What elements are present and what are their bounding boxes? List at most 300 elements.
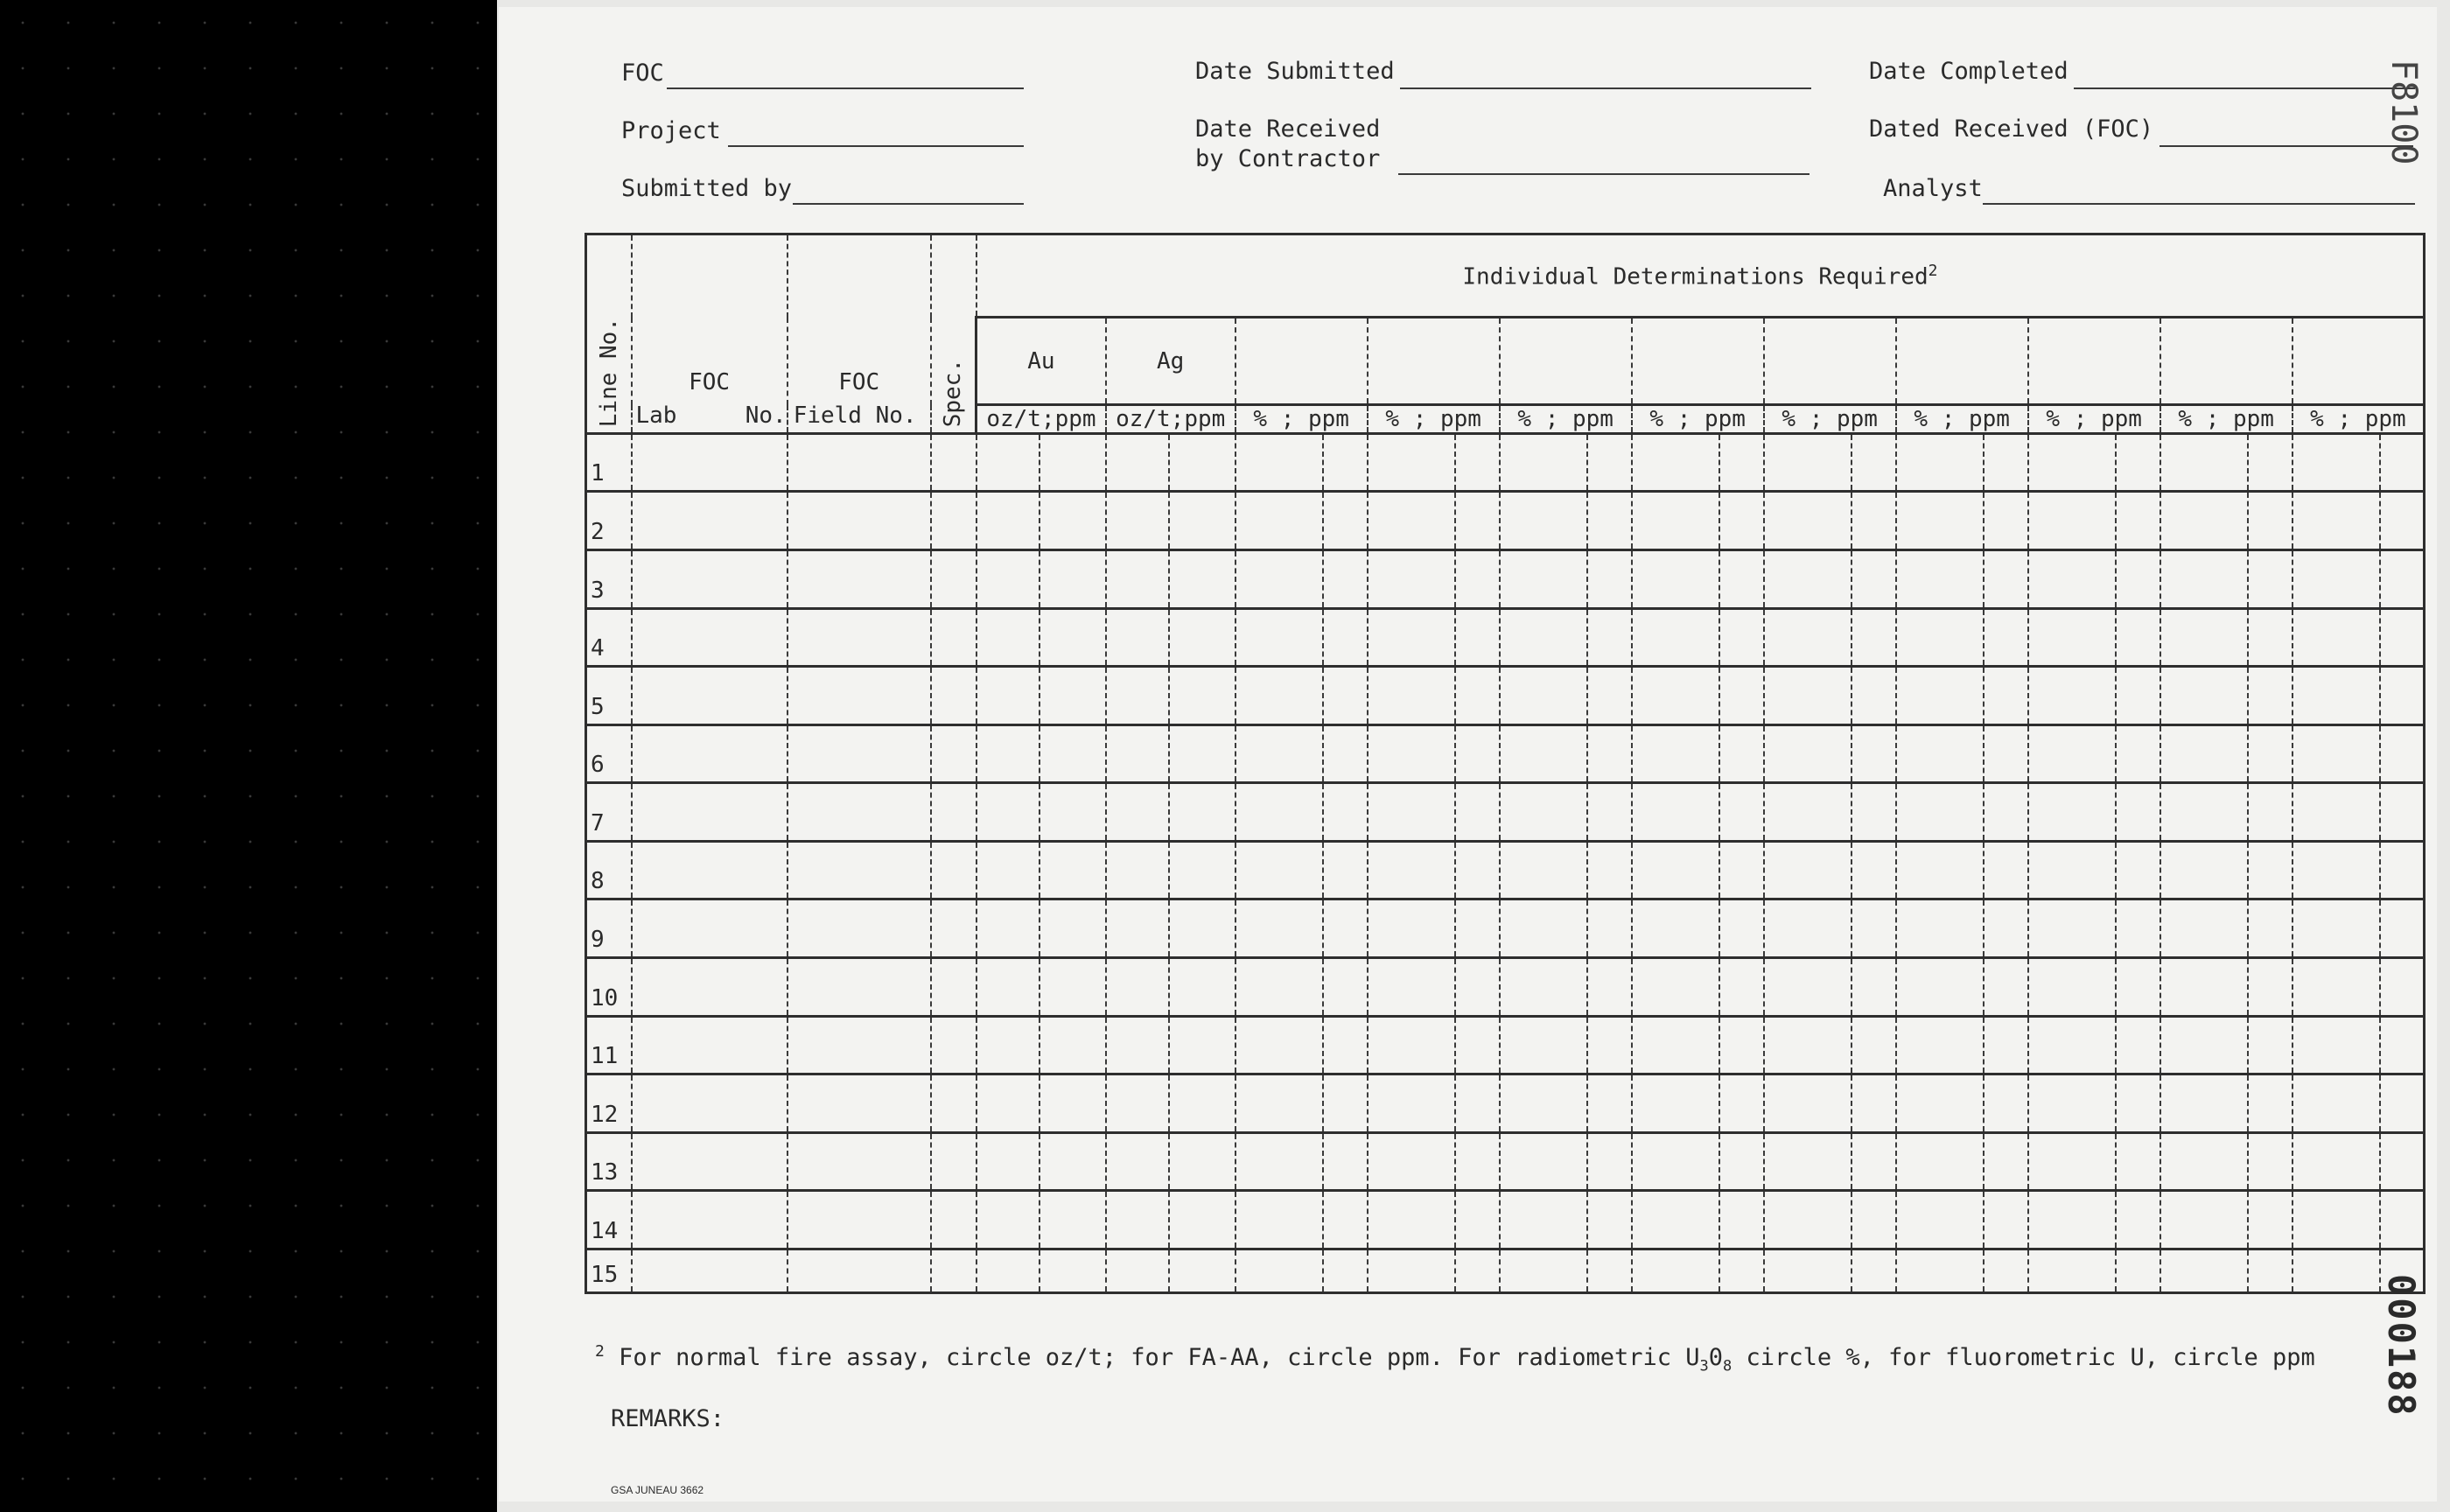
foc-lab-no-cell[interactable]	[632, 434, 788, 492]
determination-cell[interactable]	[1455, 783, 1500, 842]
determination-cell[interactable]	[1169, 783, 1236, 842]
determination-cell[interactable]	[1455, 609, 1500, 667]
determination-cell[interactable]	[2028, 667, 2116, 725]
determination-cell[interactable]	[1040, 550, 1106, 609]
determination-cell[interactable]	[1106, 1133, 1169, 1191]
determination-cell[interactable]	[1040, 1133, 1106, 1191]
determination-cell[interactable]	[1719, 434, 1764, 492]
determination-cell[interactable]	[1236, 783, 1323, 842]
determination-cell[interactable]	[2028, 1250, 2116, 1293]
foc-lab-no-cell[interactable]	[632, 958, 788, 1017]
determination-cell[interactable]	[2292, 1250, 2380, 1293]
foc-field-no-cell[interactable]	[788, 492, 931, 550]
determination-cell[interactable]	[976, 550, 1040, 609]
foc-field-no-cell[interactable]	[788, 434, 931, 492]
determination-cell[interactable]	[1236, 667, 1323, 725]
determination-cell[interactable]	[2116, 1074, 2160, 1133]
determination-cell[interactable]	[1852, 1191, 1896, 1250]
determination-cell[interactable]	[1323, 1133, 1368, 1191]
determination-cell[interactable]	[2248, 900, 2292, 958]
determination-cell[interactable]	[1236, 1133, 1323, 1191]
determination-cell[interactable]	[976, 609, 1040, 667]
determination-cell[interactable]	[1169, 492, 1236, 550]
determination-cell[interactable]	[1368, 1191, 1455, 1250]
determination-cell[interactable]	[1323, 725, 1368, 783]
determination-cell[interactable]	[2028, 1191, 2116, 1250]
determination-cell[interactable]	[2380, 667, 2425, 725]
determination-cell[interactable]	[1500, 609, 1587, 667]
determination-cell[interactable]	[1896, 783, 1984, 842]
determination-cell[interactable]	[1587, 725, 1632, 783]
determination-cell[interactable]	[1455, 434, 1500, 492]
determination-cell[interactable]	[1455, 842, 1500, 900]
spec-cell[interactable]	[931, 1074, 976, 1133]
determination-cell[interactable]	[2248, 1133, 2292, 1191]
determination-cell[interactable]	[1500, 725, 1587, 783]
determination-cell[interactable]	[1323, 1074, 1368, 1133]
determination-cell[interactable]	[2380, 550, 2425, 609]
foc-field-no-cell[interactable]	[788, 1074, 931, 1133]
foc-lab-no-cell[interactable]	[632, 667, 788, 725]
determination-cell[interactable]	[2380, 492, 2425, 550]
determination-cell[interactable]	[1852, 783, 1896, 842]
determination-cell[interactable]	[1632, 1133, 1719, 1191]
determination-cell[interactable]	[1764, 842, 1852, 900]
determination-cell[interactable]	[2292, 1074, 2380, 1133]
determination-cell[interactable]	[2116, 725, 2160, 783]
determination-cell[interactable]	[1169, 842, 1236, 900]
determination-cell[interactable]	[2116, 842, 2160, 900]
determination-cell[interactable]	[1764, 1133, 1852, 1191]
determination-cell[interactable]	[1984, 609, 2028, 667]
determination-cell[interactable]	[1719, 1074, 1764, 1133]
determination-cell[interactable]	[1587, 492, 1632, 550]
determination-cell[interactable]	[1852, 492, 1896, 550]
determination-cell[interactable]	[1455, 550, 1500, 609]
determination-cell[interactable]	[1500, 1017, 1587, 1074]
determination-cell[interactable]	[1632, 1074, 1719, 1133]
determination-cell[interactable]	[2116, 958, 2160, 1017]
spec-cell[interactable]	[931, 900, 976, 958]
foc-field-no-cell[interactable]	[788, 783, 931, 842]
determination-cell[interactable]	[1764, 550, 1852, 609]
determination-cell[interactable]	[1169, 434, 1236, 492]
determination-cell[interactable]	[2248, 725, 2292, 783]
determination-cell[interactable]	[1632, 842, 1719, 900]
foc-lab-no-cell[interactable]	[632, 1017, 788, 1074]
determination-cell[interactable]	[1587, 550, 1632, 609]
determination-cell[interactable]	[1852, 1074, 1896, 1133]
foc-lab-no-cell[interactable]	[632, 550, 788, 609]
determination-cell[interactable]	[2116, 1017, 2160, 1074]
determination-cell[interactable]	[1632, 667, 1719, 725]
spec-cell[interactable]	[931, 492, 976, 550]
determination-cell[interactable]	[976, 1017, 1040, 1074]
spec-cell[interactable]	[931, 842, 976, 900]
determination-cell[interactable]	[1106, 958, 1169, 1017]
determination-cell[interactable]	[1587, 434, 1632, 492]
determination-cell[interactable]	[1896, 1250, 1984, 1293]
determination-cell[interactable]	[1169, 550, 1236, 609]
determination-cell[interactable]	[1587, 842, 1632, 900]
foc-field-no-cell[interactable]	[788, 1133, 931, 1191]
determination-cell[interactable]	[1852, 1017, 1896, 1074]
spec-cell[interactable]	[931, 1133, 976, 1191]
determination-cell[interactable]	[2028, 783, 2116, 842]
determination-cell[interactable]	[1106, 1074, 1169, 1133]
determination-cell[interactable]	[1106, 550, 1169, 609]
determination-cell[interactable]	[2292, 1017, 2380, 1074]
determination-cell[interactable]	[2380, 1133, 2425, 1191]
determination-cell[interactable]	[1984, 842, 2028, 900]
determination-cell[interactable]	[1719, 842, 1764, 900]
determination-cell[interactable]	[1719, 667, 1764, 725]
determination-cell[interactable]	[1587, 667, 1632, 725]
determination-cell[interactable]	[2248, 667, 2292, 725]
determination-cell[interactable]	[1852, 1133, 1896, 1191]
determination-cell[interactable]	[1896, 1074, 1984, 1133]
determination-cell[interactable]	[1106, 783, 1169, 842]
determination-cell[interactable]	[2160, 1017, 2248, 1074]
determination-cell[interactable]	[1632, 783, 1719, 842]
determination-cell[interactable]	[1169, 1017, 1236, 1074]
determination-cell[interactable]	[1896, 609, 1984, 667]
determination-cell[interactable]	[976, 1074, 1040, 1133]
determination-cell[interactable]	[1455, 1133, 1500, 1191]
determination-cell[interactable]	[1455, 1074, 1500, 1133]
determination-cell[interactable]	[1764, 1191, 1852, 1250]
determination-cell[interactable]	[1455, 492, 1500, 550]
determination-cell[interactable]	[1764, 1017, 1852, 1074]
determination-cell[interactable]	[976, 1191, 1040, 1250]
determination-cell[interactable]	[2160, 667, 2248, 725]
determination-cell[interactable]	[1764, 434, 1852, 492]
determination-cell[interactable]	[1500, 958, 1587, 1017]
determination-cell[interactable]	[2160, 725, 2248, 783]
determination-cell[interactable]	[1169, 1250, 1236, 1293]
foc-lab-no-cell[interactable]	[632, 1133, 788, 1191]
foc-field-no-cell[interactable]	[788, 667, 931, 725]
determination-cell[interactable]	[2380, 900, 2425, 958]
determination-cell[interactable]	[2116, 667, 2160, 725]
determination-cell[interactable]	[1632, 550, 1719, 609]
determination-cell[interactable]	[1852, 1250, 1896, 1293]
determination-cell[interactable]	[1896, 667, 1984, 725]
foc-field-no-cell[interactable]	[788, 900, 931, 958]
determination-cell[interactable]	[2248, 1250, 2292, 1293]
spec-cell[interactable]	[931, 1250, 976, 1293]
determination-cell[interactable]	[1764, 609, 1852, 667]
spec-cell[interactable]	[931, 958, 976, 1017]
determination-cell[interactable]	[2028, 492, 2116, 550]
spec-cell[interactable]	[931, 725, 976, 783]
foc-lab-no-cell[interactable]	[632, 609, 788, 667]
foc-lab-no-cell[interactable]	[632, 725, 788, 783]
determination-cell[interactable]	[1500, 667, 1587, 725]
foc-lab-no-cell[interactable]	[632, 1250, 788, 1293]
foc-field-no-cell[interactable]	[788, 550, 931, 609]
determination-cell[interactable]	[1852, 434, 1896, 492]
determination-cell[interactable]	[1984, 958, 2028, 1017]
determination-cell[interactable]	[1852, 725, 1896, 783]
determination-cell[interactable]	[1323, 1250, 1368, 1293]
determination-cell[interactable]	[1764, 667, 1852, 725]
spec-cell[interactable]	[931, 550, 976, 609]
determination-cell[interactable]	[1323, 958, 1368, 1017]
determination-cell[interactable]	[976, 958, 1040, 1017]
determination-cell[interactable]	[1040, 1074, 1106, 1133]
determination-cell[interactable]	[1368, 1250, 1455, 1293]
determination-cell[interactable]	[1984, 667, 2028, 725]
determination-cell[interactable]	[1236, 550, 1323, 609]
determination-cell[interactable]	[1764, 492, 1852, 550]
determination-cell[interactable]	[2248, 550, 2292, 609]
determination-cell[interactable]	[1236, 958, 1323, 1017]
determination-cell[interactable]	[2160, 434, 2248, 492]
determination-cell[interactable]	[1632, 492, 1719, 550]
determination-cell[interactable]	[2160, 783, 2248, 842]
determination-cell[interactable]	[2380, 958, 2425, 1017]
determination-cell[interactable]	[2160, 900, 2248, 958]
determination-cell[interactable]	[1984, 1133, 2028, 1191]
determination-cell[interactable]	[1984, 900, 2028, 958]
determination-cell[interactable]	[1587, 1191, 1632, 1250]
determination-cell[interactable]	[1236, 609, 1323, 667]
determination-cell[interactable]	[1455, 1017, 1500, 1074]
determination-cell[interactable]	[1323, 1017, 1368, 1074]
determination-cell[interactable]	[1719, 1133, 1764, 1191]
determination-cell[interactable]	[2380, 783, 2425, 842]
determination-cell[interactable]	[1500, 550, 1587, 609]
determination-cell[interactable]	[1169, 1133, 1236, 1191]
determination-cell[interactable]	[1764, 783, 1852, 842]
determination-cell[interactable]	[2248, 783, 2292, 842]
determination-cell[interactable]	[2116, 1250, 2160, 1293]
determination-cell[interactable]	[1169, 1191, 1236, 1250]
determination-cell[interactable]	[2028, 842, 2116, 900]
determination-cell[interactable]	[1455, 900, 1500, 958]
determination-cell[interactable]	[1587, 609, 1632, 667]
determination-cell[interactable]	[976, 725, 1040, 783]
determination-cell[interactable]	[976, 842, 1040, 900]
determination-cell[interactable]	[1896, 1191, 1984, 1250]
determination-cell[interactable]	[1764, 1074, 1852, 1133]
determination-cell[interactable]	[1236, 1074, 1323, 1133]
determination-cell[interactable]	[1106, 667, 1169, 725]
determination-cell[interactable]	[2028, 434, 2116, 492]
spec-cell[interactable]	[931, 1017, 976, 1074]
determination-cell[interactable]	[1632, 1017, 1719, 1074]
determination-cell[interactable]	[1500, 1133, 1587, 1191]
determination-cell[interactable]	[1632, 434, 1719, 492]
determination-cell[interactable]	[1040, 783, 1106, 842]
determination-cell[interactable]	[1368, 1017, 1455, 1074]
determination-cell[interactable]	[1500, 434, 1587, 492]
foc-field-no-cell[interactable]	[788, 1017, 931, 1074]
determination-cell[interactable]	[1040, 609, 1106, 667]
determination-cell[interactable]	[1764, 1250, 1852, 1293]
determination-cell[interactable]	[1632, 900, 1719, 958]
determination-cell[interactable]	[1852, 609, 1896, 667]
determination-cell[interactable]	[1368, 842, 1455, 900]
determination-cell[interactable]	[1587, 1250, 1632, 1293]
determination-cell[interactable]	[1236, 842, 1323, 900]
determination-cell[interactable]	[1323, 434, 1368, 492]
determination-cell[interactable]	[1984, 1074, 2028, 1133]
determination-cell[interactable]	[2116, 550, 2160, 609]
determination-cell[interactable]	[2116, 492, 2160, 550]
determination-cell[interactable]	[1719, 958, 1764, 1017]
determination-cell[interactable]	[2248, 609, 2292, 667]
determination-cell[interactable]	[2292, 783, 2380, 842]
determination-cell[interactable]	[1106, 1250, 1169, 1293]
determination-cell[interactable]	[2160, 609, 2248, 667]
determination-cell[interactable]	[1852, 667, 1896, 725]
spec-cell[interactable]	[931, 783, 976, 842]
determination-cell[interactable]	[1984, 550, 2028, 609]
determination-cell[interactable]	[2160, 550, 2248, 609]
determination-cell[interactable]	[1368, 1133, 1455, 1191]
determination-cell[interactable]	[1040, 1191, 1106, 1250]
determination-cell[interactable]	[1368, 667, 1455, 725]
determination-cell[interactable]	[1764, 725, 1852, 783]
determination-cell[interactable]	[1323, 609, 1368, 667]
determination-cell[interactable]	[1984, 1017, 2028, 1074]
determination-cell[interactable]	[1236, 434, 1323, 492]
determination-cell[interactable]	[2028, 958, 2116, 1017]
determination-cell[interactable]	[2116, 1133, 2160, 1191]
determination-cell[interactable]	[2248, 434, 2292, 492]
foc-field-no-cell[interactable]	[788, 609, 931, 667]
determination-cell[interactable]	[1236, 725, 1323, 783]
foc-lab-no-cell[interactable]	[632, 842, 788, 900]
determination-cell[interactable]	[1455, 667, 1500, 725]
determination-cell[interactable]	[1587, 1133, 1632, 1191]
determination-cell[interactable]	[1896, 1017, 1984, 1074]
determination-cell[interactable]	[1040, 434, 1106, 492]
determination-cell[interactable]	[2028, 550, 2116, 609]
determination-cell[interactable]	[1632, 725, 1719, 783]
determination-cell[interactable]	[2380, 609, 2425, 667]
determination-cell[interactable]	[1106, 842, 1169, 900]
determination-cell[interactable]	[1106, 725, 1169, 783]
determination-cell[interactable]	[1896, 550, 1984, 609]
determination-cell[interactable]	[1323, 783, 1368, 842]
determination-cell[interactable]	[1040, 492, 1106, 550]
determination-cell[interactable]	[1719, 725, 1764, 783]
determination-cell[interactable]	[1896, 900, 1984, 958]
determination-cell[interactable]	[976, 1250, 1040, 1293]
determination-cell[interactable]	[976, 667, 1040, 725]
determination-cell[interactable]	[1500, 900, 1587, 958]
determination-cell[interactable]	[1236, 1191, 1323, 1250]
determination-cell[interactable]	[976, 492, 1040, 550]
determination-cell[interactable]	[1368, 434, 1455, 492]
determination-cell[interactable]	[1455, 958, 1500, 1017]
determination-cell[interactable]	[1984, 783, 2028, 842]
determination-cell[interactable]	[1764, 900, 1852, 958]
determination-cell[interactable]	[1368, 783, 1455, 842]
determination-cell[interactable]	[1040, 958, 1106, 1017]
determination-cell[interactable]	[2116, 783, 2160, 842]
foc-field-no-cell[interactable]	[788, 725, 931, 783]
determination-cell[interactable]	[1719, 1191, 1764, 1250]
determination-cell[interactable]	[2028, 1074, 2116, 1133]
determination-cell[interactable]	[1106, 900, 1169, 958]
determination-cell[interactable]	[2248, 958, 2292, 1017]
determination-cell[interactable]	[1719, 609, 1764, 667]
determination-cell[interactable]	[2292, 492, 2380, 550]
determination-cell[interactable]	[1323, 900, 1368, 958]
determination-cell[interactable]	[1106, 1017, 1169, 1074]
determination-cell[interactable]	[2380, 842, 2425, 900]
determination-cell[interactable]	[1984, 1191, 2028, 1250]
determination-cell[interactable]	[1587, 958, 1632, 1017]
determination-cell[interactable]	[2292, 550, 2380, 609]
spec-cell[interactable]	[931, 609, 976, 667]
determination-cell[interactable]	[1040, 667, 1106, 725]
determination-cell[interactable]	[1587, 783, 1632, 842]
determination-cell[interactable]	[1236, 492, 1323, 550]
determination-cell[interactable]	[1896, 842, 1984, 900]
determination-cell[interactable]	[2380, 1074, 2425, 1133]
determination-cell[interactable]	[2248, 842, 2292, 900]
determination-cell[interactable]	[2292, 609, 2380, 667]
determination-cell[interactable]	[1040, 1250, 1106, 1293]
determination-cell[interactable]	[2380, 725, 2425, 783]
determination-cell[interactable]	[1632, 958, 1719, 1017]
determination-cell[interactable]	[976, 434, 1040, 492]
determination-cell[interactable]	[2248, 1074, 2292, 1133]
determination-cell[interactable]	[2160, 1191, 2248, 1250]
determination-cell[interactable]	[1852, 550, 1896, 609]
determination-cell[interactable]	[1040, 900, 1106, 958]
determination-cell[interactable]	[2160, 1133, 2248, 1191]
determination-cell[interactable]	[1500, 1074, 1587, 1133]
determination-cell[interactable]	[1984, 725, 2028, 783]
determination-cell[interactable]	[2160, 1074, 2248, 1133]
determination-cell[interactable]	[1455, 725, 1500, 783]
determination-cell[interactable]	[1040, 725, 1106, 783]
determination-cell[interactable]	[2028, 1017, 2116, 1074]
determination-cell[interactable]	[1719, 900, 1764, 958]
determination-cell[interactable]	[976, 900, 1040, 958]
determination-cell[interactable]	[1368, 550, 1455, 609]
determination-cell[interactable]	[1455, 1250, 1500, 1293]
determination-cell[interactable]	[1368, 1074, 1455, 1133]
determination-cell[interactable]	[1169, 725, 1236, 783]
determination-cell[interactable]	[1040, 1017, 1106, 1074]
determination-cell[interactable]	[2160, 492, 2248, 550]
determination-cell[interactable]	[2248, 1191, 2292, 1250]
determination-cell[interactable]	[2292, 958, 2380, 1017]
determination-cell[interactable]	[976, 783, 1040, 842]
determination-cell[interactable]	[2116, 900, 2160, 958]
determination-cell[interactable]	[1236, 1250, 1323, 1293]
foc-lab-no-cell[interactable]	[632, 492, 788, 550]
determination-cell[interactable]	[1632, 609, 1719, 667]
foc-lab-no-cell[interactable]	[632, 1074, 788, 1133]
determination-cell[interactable]	[1896, 434, 1984, 492]
spec-cell[interactable]	[931, 1191, 976, 1250]
foc-lab-no-cell[interactable]	[632, 1191, 788, 1250]
determination-cell[interactable]	[1236, 900, 1323, 958]
determination-cell[interactable]	[2028, 609, 2116, 667]
determination-cell[interactable]	[1632, 1191, 1719, 1250]
determination-cell[interactable]	[2380, 1191, 2425, 1250]
determination-cell[interactable]	[1984, 1250, 2028, 1293]
determination-cell[interactable]	[1852, 958, 1896, 1017]
